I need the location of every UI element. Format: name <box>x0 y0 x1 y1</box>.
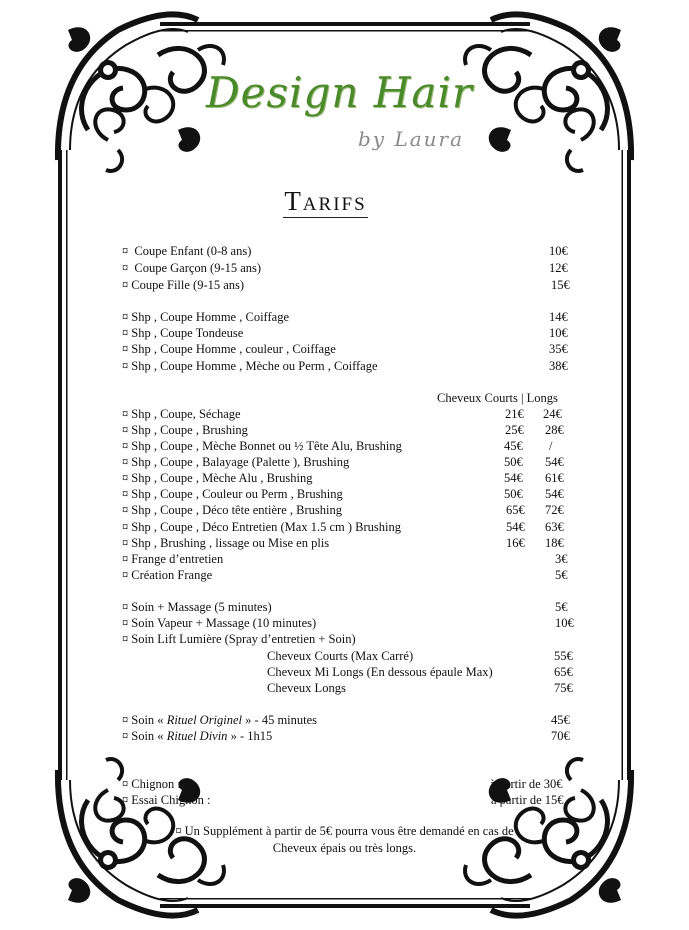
price-row: ¤ Soin + Massage (5 minutes) 5€ <box>122 600 568 614</box>
price-row: ¤ Shp , Coupe , Brushing 25€ 28€ <box>122 423 564 437</box>
price-row: ¤ Shp , Coupe , Déco Entretien (Max 1.5 cm ) Brushing 54€ 63€ <box>122 520 564 534</box>
price-row: ¤ Coupe Garçon (9-15 ans) 12€ <box>122 261 568 275</box>
price-row: ¤ Shp , Coupe, Séchage 21€ 24€ <box>122 407 562 421</box>
price-row: ¤ Shp , Coupe , Déco tête entière , Brushing 65€ 72€ <box>122 503 564 517</box>
price-row: ¤ Essai Chignon : à partir de 15€ <box>122 793 564 807</box>
price-row: ¤ Shp , Coupe , Balayage (Palette ), Brushing 50€ 54€ <box>122 455 564 469</box>
supplement-note: ¤ Un Supplément à partir de 5€ pourra vous être demandé en cas de Cheveux épais ou très longs. <box>175 824 514 855</box>
price-subrow: Cheveux Longs 75€ <box>267 681 573 695</box>
price-row: ¤ Shp , Coupe Tondeuse 10€ <box>122 326 568 340</box>
logo-brand-name: Design Hair <box>206 68 473 117</box>
price-row: ¤ Chignon : à partir de 30€ <box>122 777 563 791</box>
price-row: ¤ Shp , Coupe , Mèche Bonnet ou ½ Tête Alu, Brushing 45€ / <box>122 439 553 453</box>
price-row: ¤ Shp , Coupe , Couleur ou Perm , Brushing 50€ 54€ <box>122 487 564 501</box>
price-row: ¤ Création Frange 5€ <box>122 568 568 582</box>
price-row: ¤ Soin Lift Lumière (Spray d’entretien + Soin) <box>122 632 356 646</box>
price-subrow: Cheveux Courts (Max Carré) 55€ <box>267 649 573 663</box>
logo-brand-sub: by Laura <box>358 127 465 151</box>
price-row: ¤ Coupe Enfant (0-8 ans) 10€ <box>122 244 568 258</box>
price-row: ¤ Shp , Coupe Homme , Mèche ou Perm , Coiffage 38€ <box>122 359 568 373</box>
price-row: ¤ Soin « Rituel Originel » - 45 minutes 45€ <box>122 713 570 727</box>
page-title: Tarifs <box>284 186 367 216</box>
price-row: ¤ Shp , Brushing , lissage ou Mise en plis 16€ 18€ <box>122 536 564 550</box>
column-header: Cheveux Courts | Longs <box>437 391 558 405</box>
price-row: ¤ Coupe Fille (9-15 ans) 15€ <box>122 278 570 292</box>
price-row: ¤ Soin Vapeur + Massage (10 minutes) 10€ <box>122 616 574 630</box>
price-subrow: Cheveux Mi Longs (En dessous épaule Max) 65€ <box>267 665 573 679</box>
price-row: ¤ Soin « Rituel Divin » - 1h15 70€ <box>122 729 570 743</box>
price-row: ¤ Shp , Coupe , Mèche Alu , Brushing 54€ 61€ <box>122 471 564 485</box>
price-row: ¤ Shp , Coupe Homme , Coiffage 14€ <box>122 310 568 324</box>
price-row: ¤ Shp , Coupe Homme , couleur , Coiffage 35€ <box>122 342 568 356</box>
price-row: ¤ Frange d’entretien 3€ <box>122 552 568 566</box>
